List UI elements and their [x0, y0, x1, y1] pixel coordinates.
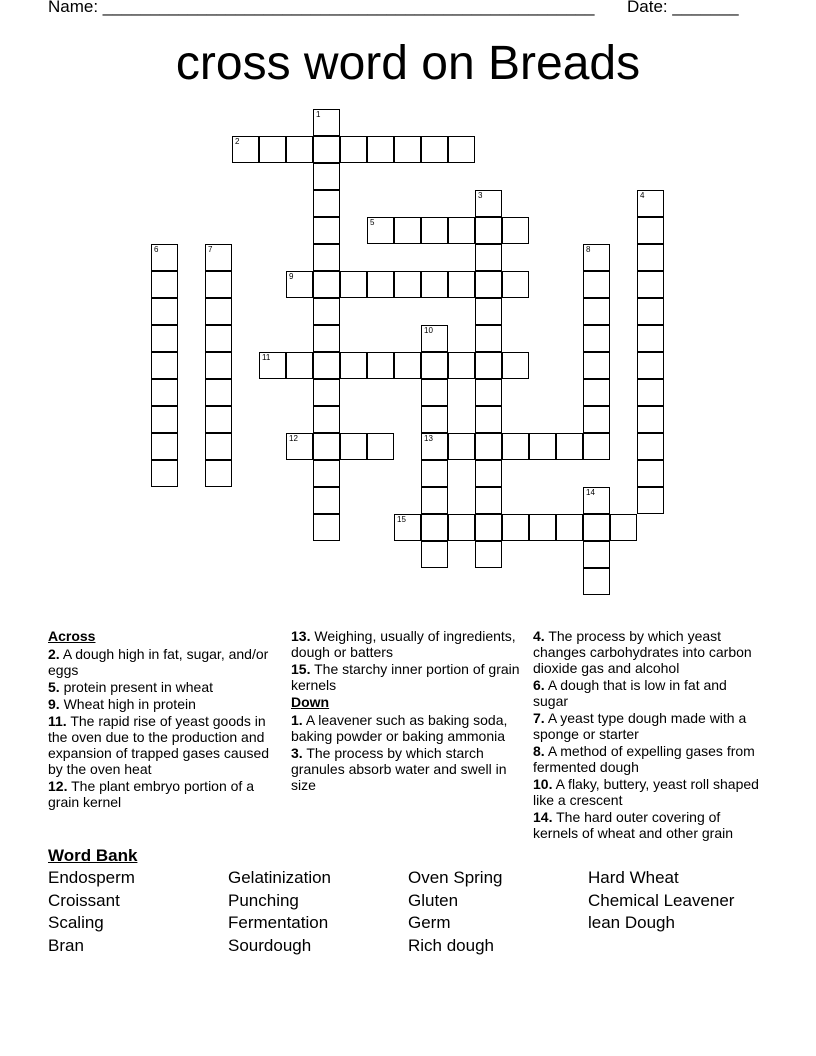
crossword-cell[interactable] [151, 298, 178, 325]
crossword-cell[interactable] [421, 271, 448, 298]
crossword-cell[interactable] [151, 379, 178, 406]
clue-across-9: 9. Wheat high in protein [48, 696, 196, 713]
crossword-cell[interactable] [583, 487, 610, 514]
crossword-cell[interactable] [313, 298, 340, 325]
crossword-cell[interactable] [637, 271, 664, 298]
clue-down-10: 10. A flaky, buttery, yeast roll shaped like a crescent [533, 776, 759, 808]
cell-number: 6 [154, 245, 159, 254]
page-title: cross word on Breads [175, 37, 641, 90]
crossword-cell[interactable] [421, 379, 448, 406]
crossword-cell[interactable] [232, 136, 259, 163]
crossword-cell[interactable] [313, 244, 340, 271]
crossword-cell[interactable] [313, 109, 340, 136]
crossword-cell[interactable] [286, 136, 313, 163]
crossword-cell[interactable] [556, 514, 583, 541]
crossword-cell[interactable] [502, 433, 529, 460]
clue-across-11: 11. The rapid rise of yeast goods in the oven due to the production and expansion of trapped gases caused by the oven heat [48, 713, 270, 777]
crossword-cell[interactable] [637, 487, 664, 514]
crossword-cell[interactable] [205, 433, 232, 460]
date-field-label: Date: _______ [627, 0, 739, 16]
crossword-cell[interactable] [475, 460, 502, 487]
clues-column-1 [48, 629, 273, 812]
crossword-cell[interactable] [340, 433, 367, 460]
crossword-cell[interactable] [205, 271, 232, 298]
word-bank [48, 867, 768, 957]
crossword-cell[interactable] [205, 460, 232, 487]
word-bank-item: Germ [408, 913, 451, 933]
crossword-cell[interactable] [367, 271, 394, 298]
crossword-cell[interactable] [313, 217, 340, 244]
crossword-cell[interactable] [313, 136, 340, 163]
clue-down-6: 6. A dough that is low in fat and sugar [533, 676, 727, 709]
crossword-cell[interactable] [448, 514, 475, 541]
crossword-cell[interactable] [475, 217, 502, 244]
clue-down-8: 8. A method of expelling gases from fermented dough [533, 743, 755, 775]
word-bank-item: Croissant [48, 890, 120, 910]
clue-across-13: 13. Weighing, usually of ingredients, dough or batters [291, 628, 516, 660]
crossword-cell[interactable] [205, 244, 232, 271]
crossword-cell[interactable] [475, 487, 502, 514]
crossword-cell[interactable] [637, 460, 664, 487]
crossword-cell[interactable] [340, 352, 367, 379]
crossword-cell[interactable] [259, 136, 286, 163]
crossword-cell[interactable] [394, 352, 421, 379]
crossword-cell[interactable] [313, 163, 340, 190]
crossword-cell[interactable] [421, 541, 448, 568]
crossword-cell[interactable] [583, 298, 610, 325]
down-heading: Down [291, 694, 330, 711]
crossword-cell[interactable] [448, 271, 475, 298]
crossword-cell[interactable] [475, 190, 502, 217]
crossword-cell[interactable] [421, 325, 448, 352]
crossword-cell[interactable] [151, 271, 178, 298]
cell-number: 11 [262, 353, 271, 362]
crossword-cell[interactable] [637, 298, 664, 325]
clue-down-14: 14. The hard outer covering of kernels of wheat and other grain [533, 809, 734, 842]
clues-column-2 [291, 629, 521, 795]
cell-number: 12 [289, 434, 298, 443]
crossword-cell[interactable] [583, 271, 610, 298]
cell-number: 4 [640, 191, 645, 200]
crossword-cell[interactable] [529, 433, 556, 460]
crossword-cell[interactable] [205, 325, 232, 352]
clue-across-2: 2. A dough high in fat, sugar, and/or eggs [48, 645, 269, 678]
crossword-cell[interactable] [313, 190, 340, 217]
crossword-cell[interactable] [637, 406, 664, 433]
crossword-cell[interactable] [151, 406, 178, 433]
clue-across-5: 5. protein present in wheat [48, 678, 214, 695]
word-bank-item: Gelatinization [228, 868, 332, 887]
crossword-cell[interactable] [475, 325, 502, 352]
word-bank-item: Oven Spring [408, 868, 503, 887]
crossword-cell[interactable] [637, 190, 664, 217]
crossword-cell[interactable] [502, 217, 529, 244]
clue-across-15: 15. The starchy inner portion of grain kernels [291, 661, 520, 693]
crossword-cell[interactable] [313, 433, 340, 460]
word-bank-item: Bran [48, 935, 84, 955]
crossword-cell[interactable] [421, 433, 448, 460]
crossword-cell[interactable] [151, 325, 178, 352]
crossword-cell[interactable] [637, 325, 664, 352]
clue-down-3: 3. The process by which starch granules absorb water and swell in size [291, 745, 507, 793]
crossword-cell[interactable] [151, 352, 178, 379]
word-bank-title: Word Bank [48, 846, 138, 865]
crossword-cell[interactable] [529, 514, 556, 541]
crossword-cell[interactable] [205, 352, 232, 379]
clues-column-3 [533, 629, 763, 843]
clue-down-4: 4. The process by which yeast changes carbohydrates into carbon dioxide gas and alcohol [533, 628, 752, 676]
word-bank-item: Punching [228, 890, 299, 910]
crossword-cell[interactable] [313, 271, 340, 298]
crossword-cell[interactable] [583, 244, 610, 271]
crossword-cell[interactable] [421, 406, 448, 433]
crossword-cell[interactable] [367, 136, 394, 163]
crossword-cell[interactable] [313, 460, 340, 487]
clue-down-7: 7. A yeast type dough made with a sponge or starter [533, 709, 747, 742]
crossword-cell[interactable] [367, 352, 394, 379]
cell-number: 2 [235, 137, 240, 146]
crossword-cell[interactable] [151, 244, 178, 271]
crossword-cell[interactable] [421, 217, 448, 244]
crossword-cell[interactable] [637, 244, 664, 271]
crossword-cell[interactable] [394, 136, 421, 163]
crossword-cell[interactable] [394, 514, 421, 541]
crossword-cell[interactable] [421, 487, 448, 514]
crossword-cell[interactable] [583, 352, 610, 379]
word-bank-item: Gluten [408, 890, 459, 910]
crossword-cell[interactable] [475, 379, 502, 406]
crossword-cell[interactable] [151, 433, 178, 460]
cell-number: 7 [208, 245, 213, 254]
word-bank-item: Hard Wheat [588, 868, 679, 887]
cell-number: 14 [586, 488, 595, 497]
crossword-cell[interactable] [394, 217, 421, 244]
crossword-cell[interactable] [367, 433, 394, 460]
crossword-cell[interactable] [475, 433, 502, 460]
crossword-cell[interactable] [502, 514, 529, 541]
crossword-cell[interactable] [421, 352, 448, 379]
crossword-cell[interactable] [637, 379, 664, 406]
crossword-cell[interactable] [583, 568, 610, 595]
crossword-cell[interactable] [475, 352, 502, 379]
crossword-cell[interactable] [205, 379, 232, 406]
crossword-cell[interactable] [583, 379, 610, 406]
crossword-cell[interactable] [313, 406, 340, 433]
cell-number: 9 [289, 272, 294, 281]
crossword-cell[interactable] [637, 352, 664, 379]
crossword-cell[interactable] [313, 352, 340, 379]
crossword-cell[interactable] [286, 271, 313, 298]
crossword-cell[interactable] [367, 217, 394, 244]
crossword-cell[interactable] [151, 460, 178, 487]
crossword-cell[interactable] [448, 352, 475, 379]
clue-across-12: 12. The plant embryo portion of a grain kernel [48, 778, 254, 810]
word-bank-item: Fermentation [228, 913, 329, 933]
word-bank-item: Chemical Leavener [588, 890, 735, 910]
crossword-cell[interactable] [583, 325, 610, 352]
name-field-label: Name: ____________________________________________________ [48, 0, 595, 16]
crossword-cell[interactable] [421, 136, 448, 163]
crossword-cell[interactable] [475, 406, 502, 433]
crossword-cell[interactable] [583, 433, 610, 460]
cell-number: 8 [586, 245, 591, 254]
crossword-cell[interactable] [448, 136, 475, 163]
crossword-cell[interactable] [313, 379, 340, 406]
cell-number: 10 [424, 326, 433, 335]
crossword-cell[interactable] [475, 514, 502, 541]
crossword-cell[interactable] [340, 136, 367, 163]
crossword-cell[interactable] [448, 433, 475, 460]
crossword-cell[interactable] [394, 271, 421, 298]
cell-number: 15 [397, 515, 406, 524]
crossword-cell[interactable] [421, 514, 448, 541]
crossword-cell[interactable] [637, 433, 664, 460]
crossword-cell[interactable] [475, 244, 502, 271]
crossword-cell[interactable] [205, 406, 232, 433]
clue-down-1: 1. A leavener such as baking soda, baking powder or baking ammonia [291, 711, 508, 744]
crossword-cell[interactable] [259, 352, 286, 379]
crossword-cell[interactable] [421, 460, 448, 487]
word-bank-item: Rich dough [408, 935, 495, 955]
crossword-cell[interactable] [610, 514, 637, 541]
cell-number: 5 [370, 218, 375, 227]
crossword-cell[interactable] [475, 271, 502, 298]
crossword-cell[interactable] [583, 541, 610, 568]
crossword-cell[interactable] [313, 325, 340, 352]
word-bank-item: Scaling [48, 913, 104, 933]
crossword-cell[interactable] [637, 217, 664, 244]
crossword-cell[interactable] [313, 514, 340, 541]
word-bank-item: Sourdough [228, 935, 312, 955]
crossword-cell[interactable] [286, 352, 313, 379]
crossword-cell[interactable] [475, 298, 502, 325]
cell-number: 13 [424, 434, 433, 443]
crossword-cell[interactable] [286, 433, 313, 460]
crossword-cell[interactable] [583, 514, 610, 541]
crossword-cell[interactable] [502, 352, 529, 379]
crossword-cell[interactable] [448, 217, 475, 244]
crossword-cell[interactable] [583, 406, 610, 433]
word-bank-item: Endosperm [48, 868, 135, 887]
crossword-cell[interactable] [340, 271, 367, 298]
crossword-cell[interactable] [205, 298, 232, 325]
across-heading: Across [48, 628, 96, 644]
crossword-cell[interactable] [475, 541, 502, 568]
cell-number: 3 [478, 191, 483, 200]
crossword-cell[interactable] [313, 487, 340, 514]
crossword-cell[interactable] [556, 433, 583, 460]
cell-number: 1 [316, 110, 321, 119]
word-bank-item: lean Dough [588, 913, 675, 933]
crossword-cell[interactable] [502, 271, 529, 298]
